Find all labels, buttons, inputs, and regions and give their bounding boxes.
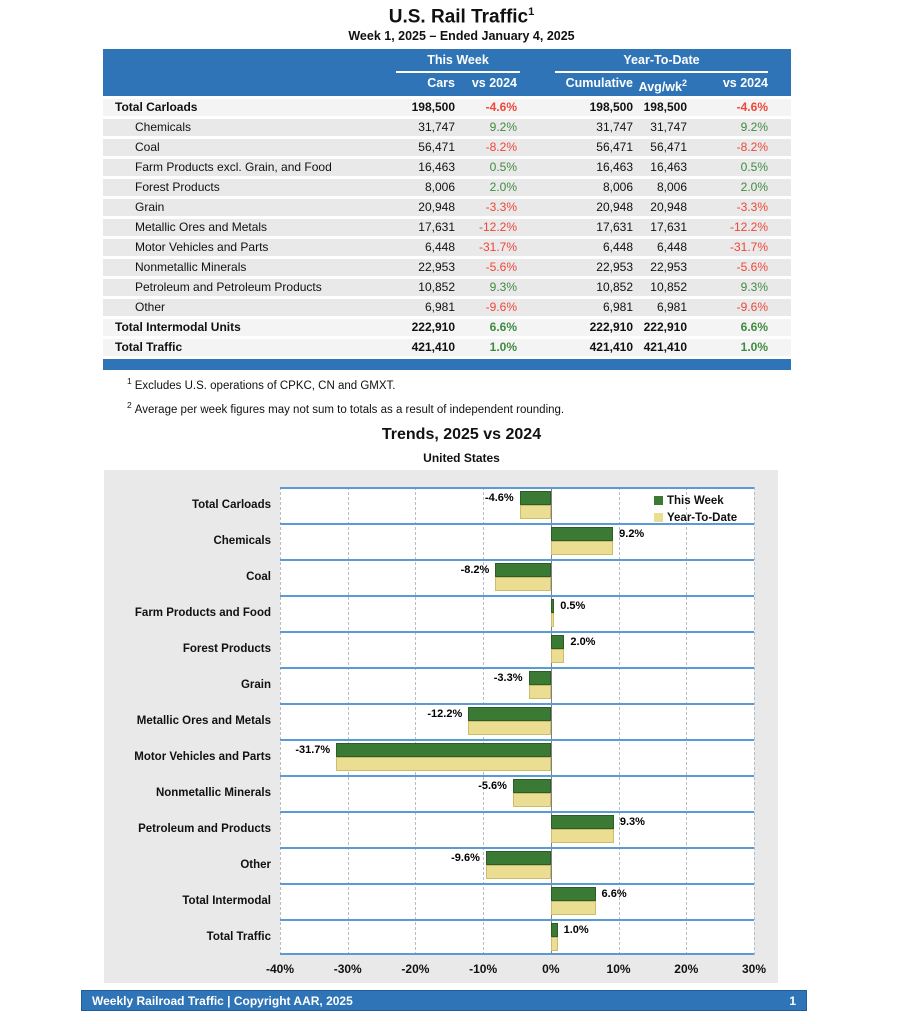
this-week-bar <box>551 887 596 901</box>
legend-label-year-to-date: Year-To-Date <box>667 511 738 524</box>
this-week-bar <box>551 527 613 541</box>
this-week-pct: 9.2% <box>489 120 517 134</box>
chart-category-label: Grain <box>240 679 271 691</box>
table-row <box>103 299 791 316</box>
avg-wk-value: 31,747 <box>650 120 687 134</box>
table-row <box>103 219 791 236</box>
column-header-cars: Cars <box>427 76 455 90</box>
cumulative-value: 8,006 <box>602 180 633 194</box>
band-separator-line <box>280 667 754 669</box>
footnote <box>127 376 564 392</box>
this-week-bar <box>468 707 551 721</box>
table-bottom-bar <box>103 359 791 370</box>
avg-wk-value: 56,471 <box>650 140 687 154</box>
bar-value-label: -8.2% <box>460 564 490 576</box>
ytd-pct: 2.0% <box>740 180 768 194</box>
row-label: Total Carloads <box>115 100 198 114</box>
band-separator-line <box>280 703 754 705</box>
this-week-bar <box>495 563 551 577</box>
cars-value: 17,631 <box>418 220 455 234</box>
cumulative-value: 31,747 <box>596 120 633 134</box>
chart-category-label: Coal <box>246 571 271 583</box>
column-header-cumulative: Cumulative <box>565 76 633 90</box>
this-week-pct: -3.3% <box>485 200 517 214</box>
chart-subtitle: United States <box>423 451 500 465</box>
this-week-pct: 6.6% <box>489 320 517 334</box>
bar-value-label: -31.7% <box>295 744 331 756</box>
chart-category-label: Other <box>240 859 271 871</box>
table-row <box>103 99 791 116</box>
ytd-pct: -9.6% <box>736 300 768 314</box>
footer-page-number: 1 <box>789 993 796 1008</box>
avgwk-text: Avg/wk <box>638 80 682 95</box>
chart-category-label: Metallic Ores and Metals <box>136 715 271 727</box>
this-week-bar <box>513 779 551 793</box>
this-week-bar <box>336 743 551 757</box>
footer-bar <box>81 990 807 1011</box>
page-subtitle: Week 1, 2025 – Ended January 4, 2025 <box>348 29 575 43</box>
table-row <box>103 279 791 296</box>
row-label: Metallic Ores and Metals <box>135 220 268 234</box>
this-week-bar <box>551 923 558 937</box>
avgwk-footnote-marker: 2 <box>681 78 687 88</box>
cumulative-value: 421,410 <box>589 340 633 354</box>
chart-category-label: Forest Products <box>182 643 271 655</box>
year-to-date-underline <box>555 71 768 73</box>
table-row <box>103 339 791 356</box>
bar-value-label: 6.6% <box>601 888 627 900</box>
x-axis-tick-label: -30% <box>333 962 362 976</box>
ytd-pct: -3.3% <box>736 200 768 214</box>
footnote-marker: 2 <box>127 399 132 410</box>
bar-value-label: -5.6% <box>478 780 507 792</box>
cars-value: 56,471 <box>418 140 455 154</box>
column-header-row <box>103 74 791 94</box>
this-week-pct: 9.3% <box>489 280 517 294</box>
footnotes <box>127 376 564 424</box>
chart-legend <box>654 492 737 526</box>
cars-value: 22,953 <box>418 260 455 274</box>
column-header-spacer <box>103 74 373 97</box>
cumulative-value: 16,463 <box>596 160 633 174</box>
cars-value: 6,448 <box>424 240 455 254</box>
band-separator-line <box>280 595 754 597</box>
bar-value-label: -12.2% <box>427 708 463 720</box>
year-to-date-bar <box>520 505 551 519</box>
table-header <box>103 49 791 96</box>
bar-value-label: -3.3% <box>493 672 523 684</box>
legend-item-this-week <box>654 492 737 509</box>
cumulative-value: 20,948 <box>596 200 633 214</box>
this-week-pct: -9.6% <box>485 300 517 314</box>
bar-value-label: -4.6% <box>484 492 514 504</box>
legend-item-year-to-date <box>654 509 737 526</box>
row-label: Forest Products <box>135 180 220 194</box>
avg-wk-value: 22,953 <box>650 260 687 274</box>
year-to-date-swatch-icon <box>654 513 663 522</box>
year-to-date-bar <box>495 577 551 591</box>
row-label: Farm Products excl. Grain, and Food <box>135 160 332 174</box>
row-label: Coal <box>135 140 160 154</box>
table-row <box>103 239 791 256</box>
this-week-swatch-icon <box>654 496 663 505</box>
cumulative-value: 6,448 <box>602 240 633 254</box>
cars-value: 16,463 <box>418 160 455 174</box>
band-separator-line <box>280 487 754 489</box>
footnote-marker: 1 <box>127 376 132 386</box>
cars-value: 222,910 <box>411 320 455 334</box>
cumulative-value: 22,953 <box>596 260 633 274</box>
x-axis-tick-label: -20% <box>401 962 430 976</box>
row-label: Other <box>135 300 166 314</box>
ytd-pct: 1.0% <box>740 340 768 354</box>
row-label: Petroleum and Petroleum Products <box>135 280 322 294</box>
ytd-pct: 9.2% <box>740 120 768 134</box>
avg-wk-value: 222,910 <box>643 320 687 334</box>
bar-value-label: 0.5% <box>560 600 586 612</box>
avg-wk-value: 16,463 <box>650 160 687 174</box>
this-week-bar <box>551 599 554 613</box>
ytd-pct: -4.6% <box>736 100 768 114</box>
year-to-date-bar <box>551 541 613 555</box>
table-row <box>103 139 791 156</box>
chart-title: Trends, 2025 vs 2024 <box>381 426 542 443</box>
cumulative-value: 6,981 <box>602 300 633 314</box>
ytd-pct: 6.6% <box>740 320 768 334</box>
x-axis-tick-label: -40% <box>265 962 295 976</box>
avg-wk-value: 20,948 <box>650 200 687 214</box>
bar-value-label: 2.0% <box>570 636 596 648</box>
chart-category-label: Total Carloads <box>191 499 271 511</box>
this-week-pct: -5.6% <box>485 260 517 274</box>
chart-category-label: Petroleum and Products <box>138 823 271 835</box>
cumulative-value: 222,910 <box>589 320 633 334</box>
x-axis-tick-label: 30% <box>741 962 767 976</box>
ytd-pct: 9.3% <box>740 280 768 294</box>
cars-value: 6,981 <box>424 300 455 314</box>
row-label: Total Traffic <box>115 340 183 354</box>
this-week-bar <box>551 815 614 829</box>
year-to-date-bar <box>336 757 551 771</box>
year-to-date-bar <box>551 829 614 843</box>
year-to-date-bar <box>551 937 558 951</box>
band-separator-line <box>280 847 754 849</box>
this-week-underline <box>396 71 520 73</box>
cars-value: 198,500 <box>411 100 455 114</box>
traffic-table-body <box>103 99 791 356</box>
table-row <box>103 119 791 136</box>
chart-category-label: Motor Vehicles and Parts <box>134 751 271 763</box>
band-separator-line <box>280 811 754 813</box>
footnote-text: Average per week figures may not sum to totals as a result of independent rounding. <box>134 403 565 416</box>
chart-category-label: Total Traffic <box>206 931 271 943</box>
cars-value: 421,410 <box>411 340 455 354</box>
bar-value-label: 9.3% <box>619 816 645 828</box>
x-axis-tick-label: -10% <box>469 962 498 976</box>
this-week-pct: 0.5% <box>489 160 517 174</box>
year-to-date-bar <box>551 649 565 663</box>
table-row <box>103 179 791 196</box>
gridline <box>754 487 755 955</box>
page-title-text: U.S. Rail Traffic <box>388 6 529 28</box>
this-week-pct: -31.7% <box>478 240 517 254</box>
traffic-table <box>103 49 791 370</box>
this-week-pct: -4.6% <box>485 100 517 114</box>
band-separator-line <box>280 739 754 741</box>
trends-chart <box>104 470 778 983</box>
x-axis-tick-label: 20% <box>674 962 699 976</box>
cumulative-value: 10,852 <box>596 280 633 294</box>
chart-category-label: Nonmetallic Minerals <box>155 787 271 799</box>
cumulative-value: 56,471 <box>596 140 633 154</box>
group-header-this-week: This Week <box>427 53 489 67</box>
group-header-year-to-date: Year-To-Date <box>623 53 700 67</box>
title-footnote-marker: 1 <box>528 6 535 18</box>
band-separator-line <box>280 883 754 885</box>
this-week-bar <box>520 491 551 505</box>
this-week-bar <box>551 635 565 649</box>
row-label: Motor Vehicles and Parts <box>135 240 269 254</box>
ytd-pct: 0.5% <box>740 160 768 174</box>
column-header-avgwk <box>633 74 687 97</box>
avg-wk-value: 17,631 <box>650 220 687 234</box>
cars-value: 10,852 <box>418 280 455 294</box>
footnote <box>127 400 564 416</box>
avg-wk-value: 6,448 <box>656 240 687 254</box>
this-week-bar <box>486 851 551 865</box>
chart-category-label: Chemicals <box>213 535 271 547</box>
year-to-date-bar <box>551 613 554 627</box>
chart-category-label: Total Intermodal <box>182 895 271 907</box>
footer-text: Weekly Railroad Traffic | Copyright AAR, 2025 <box>92 993 353 1008</box>
avg-wk-value: 6,981 <box>656 300 687 314</box>
legend-label-this-week: This Week <box>667 494 724 507</box>
year-to-date-bar <box>551 901 596 915</box>
band-separator-line <box>280 953 754 955</box>
row-label: Grain <box>135 200 165 214</box>
ytd-pct: -5.6% <box>736 260 768 274</box>
avg-wk-value: 198,500 <box>643 100 687 114</box>
year-to-date-bar <box>513 793 551 807</box>
bar-value-label: 9.2% <box>619 528 645 540</box>
chart-categories <box>104 487 280 955</box>
table-row <box>103 199 791 216</box>
bar-value-label: -9.6% <box>451 852 480 864</box>
page-title <box>0 6 923 28</box>
ytd-pct: -8.2% <box>736 140 768 154</box>
column-header-tw-vs2024: vs 2024 <box>471 76 517 90</box>
bar-value-label: 1.0% <box>563 924 589 936</box>
row-label: Chemicals <box>135 120 192 134</box>
ytd-pct: -31.7% <box>729 240 768 254</box>
x-axis-tick-label: 10% <box>606 962 631 976</box>
chart-x-axis <box>265 960 767 980</box>
ytd-pct: -12.2% <box>729 220 768 234</box>
band-separator-line <box>280 775 754 777</box>
year-to-date-bar <box>468 721 551 735</box>
year-to-date-bar <box>486 865 551 879</box>
band-separator-line <box>280 919 754 921</box>
footnote-text: Excludes U.S. operations of CPKC, CN and GMXT. <box>134 379 396 392</box>
cumulative-value: 198,500 <box>589 100 633 114</box>
this-week-pct: 2.0% <box>489 180 517 194</box>
column-header-ytd-vs2024: vs 2024 <box>722 76 768 90</box>
cumulative-value: 17,631 <box>596 220 633 234</box>
cars-value: 8,006 <box>424 180 455 194</box>
x-axis-tick-label: 0% <box>542 962 560 976</box>
cars-value: 31,747 <box>418 120 455 134</box>
avg-wk-value: 10,852 <box>650 280 687 294</box>
this-week-pct: -12.2% <box>478 220 517 234</box>
row-label: Total Intermodal Units <box>115 320 241 334</box>
chart-category-label: Farm Products and Food <box>134 607 271 619</box>
table-row <box>103 159 791 176</box>
year-to-date-bar <box>529 685 551 699</box>
table-row <box>103 319 791 336</box>
avg-wk-value: 8,006 <box>656 180 687 194</box>
table-row <box>103 259 791 276</box>
band-separator-line <box>280 631 754 633</box>
this-week-pct: 1.0% <box>489 340 517 354</box>
row-label: Nonmetallic Minerals <box>135 260 247 274</box>
band-separator-line <box>280 559 754 561</box>
avg-wk-value: 421,410 <box>643 340 687 354</box>
this-week-bar <box>529 671 551 685</box>
this-week-pct: -8.2% <box>485 140 517 154</box>
cars-value: 20,948 <box>418 200 455 214</box>
chart-plot <box>280 487 754 955</box>
